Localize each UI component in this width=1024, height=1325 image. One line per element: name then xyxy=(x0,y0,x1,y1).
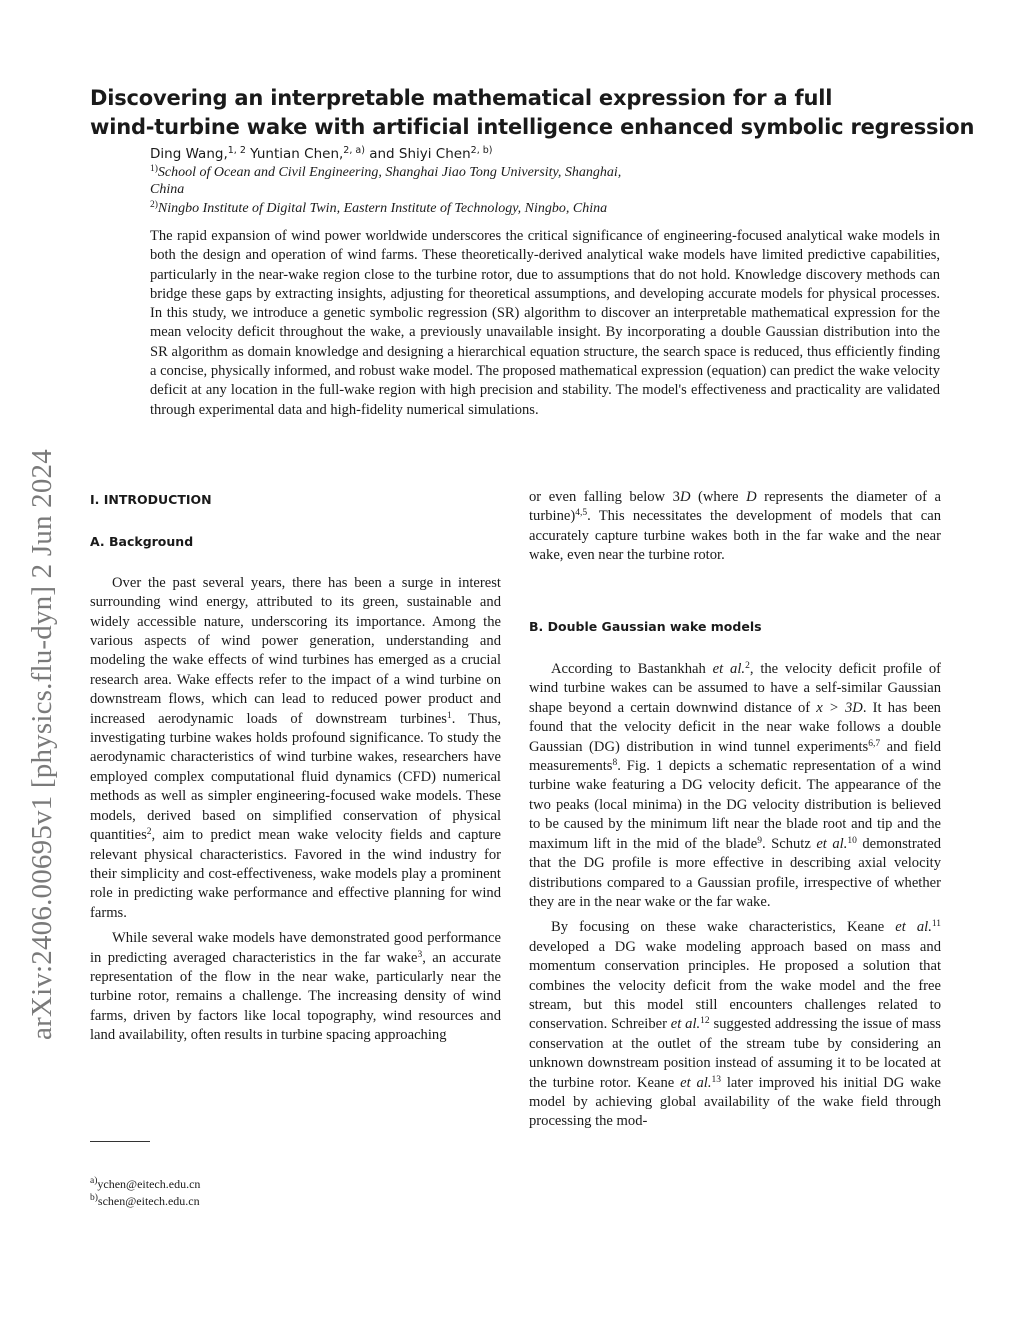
paragraph xyxy=(529,660,941,912)
section-heading-introduction: I. INTRODUCTION xyxy=(90,492,212,507)
paragraph-text: By focusing on these wake characteristics, Keane xyxy=(551,919,896,936)
citation-ref: 4,5 xyxy=(575,508,588,519)
paragraph-text: developed a DG wake modeling approach based on mass and momentum conservation principles. He proposed a solution that combines the velocity deficit from the wake model and the free stream, but this model still encounters challenges related to conservation. Schreiber xyxy=(529,938,941,1033)
affiliation-1-line-1: School of Ocean and Civil Engineering, Shanghai Jiao Tong University, Shanghai, xyxy=(157,165,622,180)
affiliation-2-text: Ningbo Institute of Digital Twin, Eastern Institute of Technology, Ningbo, China xyxy=(157,201,608,216)
affil-mark: 2) xyxy=(150,200,158,210)
paragraph-text: According to Bastankhah xyxy=(551,661,713,678)
paragraph xyxy=(90,929,501,1045)
citation-ref: 6,7 xyxy=(868,738,881,749)
paragraph-text: Over the past several years, there has been a surge in interest surrounding wind energy, attributed to its green, sustainable and widely accessible nature, underscoring its importance. Among the various aspects of wind power generation, understanding and modeling the wake effects of wind turbines has emerged as a crucial research area. Wake effects refer to the impact of a wind turbine on downstream flows, which can lead to reduced power product and increased aerodynamic loads of downstream turbines xyxy=(90,574,501,727)
paragraph-text: . This necessitates the development of models that can accurately capture turbine wakes both in the far wake and the near wake, even near the turbine rotor. xyxy=(529,508,941,564)
math-symbol: D xyxy=(746,489,757,505)
left-column xyxy=(90,490,501,1046)
paper-title xyxy=(90,84,990,142)
et-al: et al. xyxy=(680,1074,712,1091)
paragraph-text: . Schutz xyxy=(761,835,817,852)
paragraph-text: later improved his initial DG wake model by achieving global availability of the wake field through processing the mod- xyxy=(529,1074,941,1130)
citation-ref: 13 xyxy=(711,1074,722,1085)
paragraph xyxy=(529,488,941,566)
paragraph-text: (where xyxy=(690,489,747,505)
paragraph-text: . Fig. 1 depicts a schematic representation of a wind turbine wake featuring a DG velocity deficit. The appearance of the two peaks (local minima) in the DG velocity distribution is believed to be caused by the minimum lift near the blade root and tip and the maximum lift in the mid of the blade xyxy=(529,758,941,852)
subsection-heading-double-gaussian: B. Double Gaussian wake models xyxy=(529,618,762,634)
author-affil-mark: 1, 2 xyxy=(227,145,246,156)
paragraph-text: demonstrated that the DG profile is more effective in describing axial velocity distributions compared to a Gaussian profile, irrespective of whether they are in the near wake or the far wake. xyxy=(529,835,941,910)
citation-ref: 1 xyxy=(446,710,452,721)
citation-ref: 3 xyxy=(417,949,423,960)
math-expression: x > 3D xyxy=(816,699,863,716)
affiliation-1-line-2: China xyxy=(150,182,185,197)
citation-ref: 9 xyxy=(757,835,762,846)
right-column xyxy=(529,488,941,1132)
et-al: et al. xyxy=(816,835,848,852)
footnote-mark: a) xyxy=(90,1176,98,1186)
author-ding-wang: Ding Wang, xyxy=(150,146,228,162)
author-affil-mark: 2, a) xyxy=(343,145,365,156)
affil-mark: 1) xyxy=(150,164,158,174)
abstract: The rapid expansion of wind power worldwide underscores the critical significance of engineering-focused analytical wake models in both the design and operation of wind farms. These theoretically-derived analytical wake models have limited predictive capabilities, particularly in the near-wake region close to the turbine rotor, due to assumptions that do not hold. Knowledge discovery methods can bridge these gaps by extracting insights, adjusting for theoretical assumptions, and developing accurate models for physical processes. In this study, we introduce a genetic symbolic regression (SR) algorithm to discover an interpretable mathematical expression for the mean velocity deficit throughout the wake, a previously unavailable insight. By incorporating a double Gaussian distribution into the SR algorithm as domain knowledge and designing a hierarchical equation structure, the search space is reduced, thus efficiently finding a concise, physically informed, and robust wake model. The proposed mathematical expression (equation) can predict the wake velocity deficit at any location in the full-wake region with high precision and stability. The model's effectiveness and practicality are validated through experimental data and high-fidelity numerical simulations. xyxy=(150,228,940,418)
et-al: et al. xyxy=(895,919,932,936)
math-symbol: D xyxy=(679,489,691,505)
affiliation-1 xyxy=(150,164,621,198)
subsection-heading-background: A. Background xyxy=(90,534,194,550)
footnote-rule xyxy=(90,1141,150,1142)
citation-ref: 2 xyxy=(745,661,750,672)
title-line-2: wind-turbine wake with artificial intelligence enhanced symbolic regression xyxy=(90,115,975,139)
et-al: et al. xyxy=(712,661,746,678)
author-affil-mark: 2, b) xyxy=(470,145,493,156)
et-al: et al. xyxy=(670,1016,701,1033)
paragraph xyxy=(90,574,501,923)
arxiv-identifier: arXiv:2406.00695v1 [physics.flu-dyn] 2 Jun 2024 xyxy=(26,449,58,1040)
citation-ref: 8 xyxy=(612,758,618,769)
paragraph-text: While several wake models have demonstrated good performance in predicting averaged characteristics in the far wake xyxy=(90,930,501,966)
paragraph xyxy=(529,918,941,1131)
paragraph-text: , an accurate representation of the flow in the near wake, particularly near the turbine rotor, remains a challenge. The increasing density of wind farms, driven by factors like local topography, wind resources and land availability, often results in turbine spacing approaching xyxy=(90,949,501,1044)
author-shiyi-chen: and Shiyi Chen xyxy=(364,146,471,162)
footnote-email: schen@eitech.edu.cn xyxy=(97,1194,200,1208)
paragraph-text: and field measurements xyxy=(529,738,941,775)
title-line-1: Discovering an interpretable mathematical expression for a full xyxy=(90,86,833,110)
author-list xyxy=(150,146,492,162)
footnote-mark: b) xyxy=(90,1193,98,1203)
paragraph-text: suggested addressing the issue of mass conservation at the outlet of the stream tube by considering an unknown downstream position instead of assuming it to be located at the turbine rotor. Keane xyxy=(529,1016,941,1091)
citation-ref: 11 xyxy=(931,919,942,930)
paragraph-text: , the velocity deficit profile of wind turbine wakes can be assumed to have a self-similar Gaussian shape beyond a certain downwind distance of xyxy=(529,661,941,716)
affiliation-2 xyxy=(150,200,607,217)
paragraph-text: , aim to predict mean wake velocity fields and capture relevant physical characteristics. Favored in the wind industry for their simplicity and cost-effectiveness, wake models play a prominent role in predicting wake performance and effective planning for wind farms. xyxy=(90,827,501,921)
footnote-a xyxy=(90,1177,200,1192)
citation-ref: 2 xyxy=(146,827,152,838)
paragraph-text: or even falling below 3 xyxy=(529,489,680,505)
author-yuntian-chen: Yuntian Chen, xyxy=(245,146,344,162)
citation-ref: 10 xyxy=(847,835,857,846)
footnote-b xyxy=(90,1194,200,1209)
citation-ref: 12 xyxy=(700,1016,710,1027)
paragraph-text: . It has been found that the velocity deficit in the near wake follows a double Gaussian (DG) distribution in wind tunnel experiments xyxy=(529,699,941,755)
paragraph-text: . Thus, investigating turbine wakes holds profound significance. To study the aerodynamic characteristics of wind turbine wakes, researchers have employed complex computational fluid dynamics (CFD) numerical methods as well as simpler engineering-focused wake models. These models, derived based on simplified conservation of physical quantities xyxy=(90,710,501,844)
footnote-email: ychen@eitech.edu.cn xyxy=(97,1177,201,1191)
paragraph-text: represents the diameter of a turbine) xyxy=(529,489,941,525)
